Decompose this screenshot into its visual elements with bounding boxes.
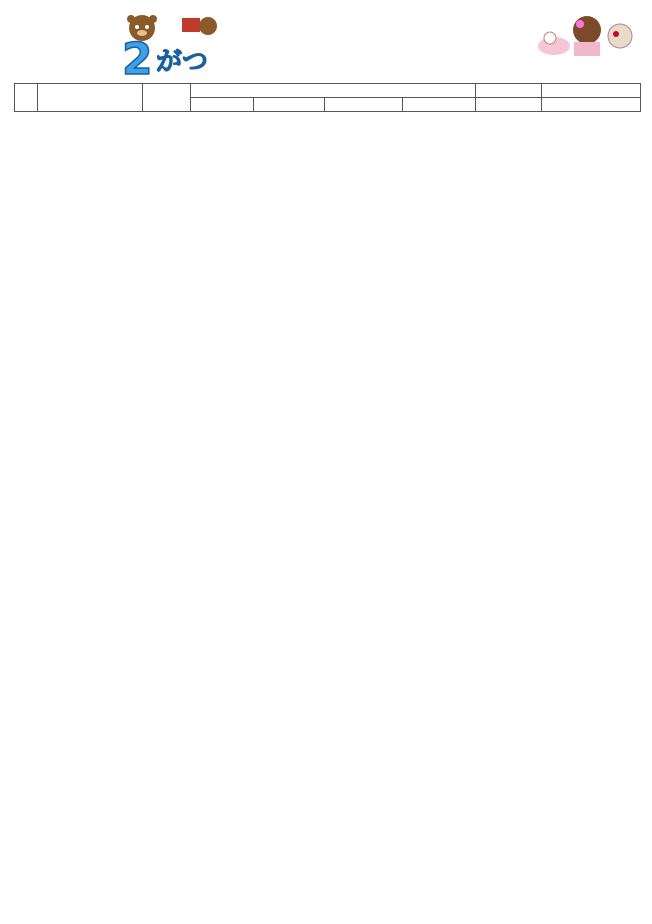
header-snack-am-sub	[476, 98, 542, 112]
header-snack-pm	[542, 84, 641, 98]
header-menu	[38, 84, 143, 112]
header-green	[325, 98, 403, 112]
svg-text:がつ: がつ	[156, 47, 209, 77]
svg-text:2: 2	[122, 34, 153, 78]
header-yellow	[254, 98, 325, 112]
header-red	[191, 98, 254, 112]
header-nutrition	[142, 84, 190, 112]
header-snack-pm-sub	[542, 98, 641, 112]
sweets-illustration-icon	[532, 10, 642, 62]
header-seasoning	[402, 98, 475, 112]
header-materials	[191, 84, 476, 98]
header-date	[15, 84, 38, 112]
header-snack-am	[476, 84, 542, 98]
logo-2gatsu-icon	[112, 12, 224, 78]
menu-table	[14, 83, 641, 112]
page-header	[0, 0, 652, 84]
